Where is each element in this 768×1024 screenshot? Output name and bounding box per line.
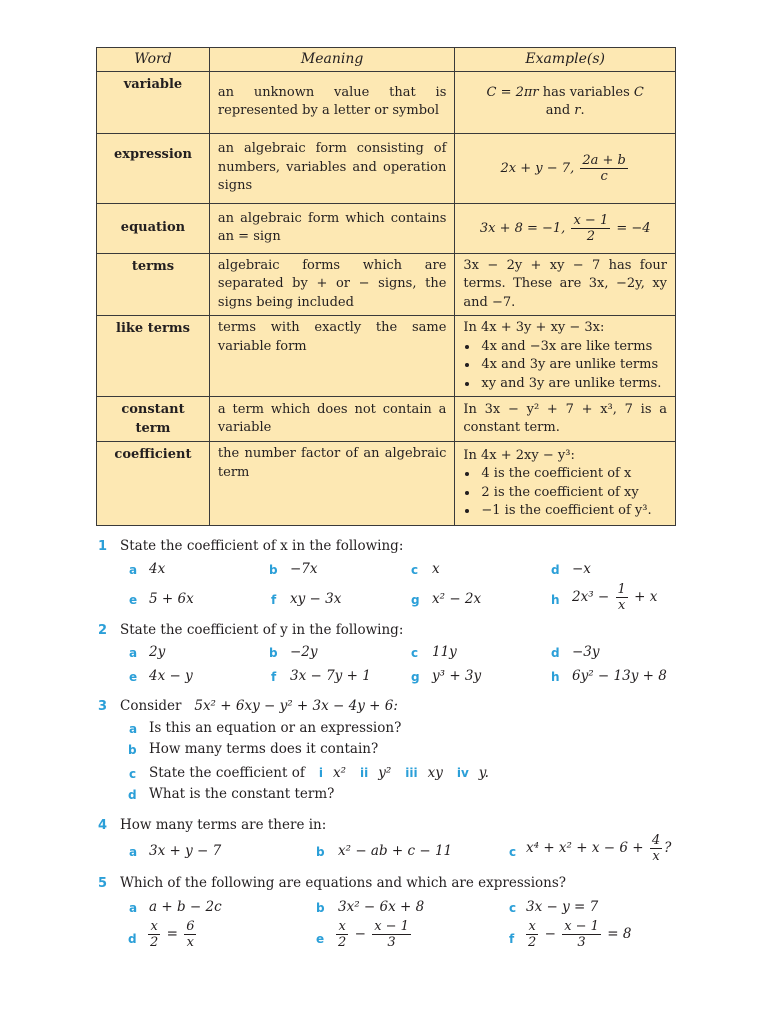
example-cell: 3x − 2y + xy − 7 has four terms. These are 3x, −2y, xy and −7. (455, 253, 676, 316)
question-number: 1 (98, 539, 108, 554)
table-row (97, 203, 676, 253)
list-item: • 2 is the coefficient of xy (479, 484, 667, 503)
part-label: f (509, 932, 515, 946)
part-text: $\frac{x}{2}$ − $\frac{x - 1}{3}$ (338, 919, 409, 950)
part-text: 5 + 6x (149, 591, 194, 607)
example-variable: C (633, 84, 644, 100)
part-text: 2x³ − $\frac{1}{x}$ + x (572, 582, 658, 613)
word-cell: constant term (97, 397, 210, 442)
meaning-cell: algebraic forms which are separated by + or − signs, the signs being included (209, 253, 454, 316)
part-label: c (411, 563, 419, 577)
part-text: 4x − y (149, 668, 193, 684)
part-text: −3y (572, 644, 600, 660)
vocabulary-table (96, 47, 676, 526)
table-row (97, 397, 676, 442)
part-label: c (129, 767, 137, 781)
meaning-cell: a term which does not contain a variable (209, 397, 454, 442)
part-label: d (128, 788, 137, 802)
question-text: State the coefficient of y in the following: (120, 622, 404, 638)
meaning-cell: the number factor of an algebraic term (209, 442, 454, 526)
part-label: c (411, 646, 419, 660)
header-meaning: Meaning (209, 48, 454, 72)
part-text: x⁴ + x² + x − 6 + $\frac{4}{x}$ ? (526, 833, 672, 864)
word-cell: expression (97, 133, 210, 203)
part-text: x (432, 561, 440, 577)
example-formula: 3x + 8 = −1, (479, 220, 566, 236)
question-text: Which of the following are equations and which are expressions? (120, 875, 567, 891)
part-label: a (129, 722, 138, 736)
part-label: a (129, 901, 138, 915)
meaning-cell: an algebraic form which contains an = sign (209, 203, 454, 253)
part-text: 3x − 7y + 1 (290, 668, 371, 684)
part-label: g (411, 593, 420, 607)
word-cell: variable (97, 71, 210, 133)
list-item: • 4x and 3y are unlike terms (479, 356, 667, 375)
example-cell (455, 316, 676, 397)
example-formula: 2x + y − 7, (500, 160, 575, 176)
fraction: $\frac{x - 1}{3}$ (374, 919, 409, 950)
part-label: e (316, 932, 325, 946)
example-cell (455, 203, 676, 253)
part-label: h (551, 593, 560, 607)
part-label: a (129, 646, 138, 660)
header-examples: Example(s) (455, 48, 676, 72)
part-label: d (128, 932, 137, 946)
part-label: e (129, 593, 138, 607)
table-row (97, 442, 676, 526)
part-label: b (128, 743, 137, 757)
part-text: y³ + 3y (432, 668, 482, 684)
part-text: $\frac{x}{2}$ − $\frac{x - 1}{3}$ = 8 (528, 919, 632, 950)
example-text: . (580, 103, 585, 118)
part-text: −x (572, 561, 591, 577)
part-label: c (509, 901, 517, 915)
example-text: has variables (538, 84, 634, 100)
part-text: 3x + y − 7 (149, 843, 222, 859)
part-text: 3x² − 6x + 8 (338, 899, 425, 915)
fraction: $\frac{1}{x}$ (617, 582, 626, 613)
part-text: −2y (290, 644, 318, 660)
part-label: b (269, 646, 278, 660)
part-text: −7x (290, 561, 318, 577)
question-number: 5 (98, 876, 108, 891)
part-label: h (551, 670, 560, 684)
part-label: e (129, 670, 138, 684)
list-item: • 4 is the coefficient of x (479, 465, 667, 484)
fraction: $\frac{x}{2}$ (150, 919, 159, 950)
part-text: 11y (432, 644, 457, 660)
table-row (97, 71, 676, 133)
meaning-cell: an algebraic form consisting of numbers, variables and operation signs (209, 133, 454, 203)
question-expression: 5x² + 6xy − y² + 3x − 4y + 6: (194, 698, 398, 714)
fraction: $\frac{4}{x}$ (651, 833, 661, 864)
word-cell: like terms (97, 316, 210, 397)
part-text: 4x (149, 561, 166, 577)
part-text: Is this an equation or an expression? (149, 720, 402, 736)
fraction: $\frac{x}{2}$ (528, 919, 537, 950)
question-text: How many terms are there in: (120, 817, 327, 833)
part-label: a (129, 845, 138, 859)
part-text: x² − 2x (432, 591, 482, 607)
part-label: f (271, 670, 277, 684)
example-fraction: $\frac{2a + b}{c}$ (582, 152, 626, 184)
question-number: 3 (98, 699, 108, 714)
part-text: State the coefficient of i x² ii y² iii xy iv y. (149, 765, 489, 781)
word-cell: coefficient (97, 442, 210, 526)
example-text: and (545, 103, 575, 118)
example-intro: In 4x + 3y + xy − 3x: (463, 320, 605, 335)
part-label: d (551, 563, 560, 577)
list-item: • xy and 3y are unlike terms. (479, 375, 667, 394)
header-word: Word (97, 48, 210, 72)
table-row (97, 133, 676, 203)
word-cell: equation (97, 203, 210, 253)
example-intro: In 4x + 2xy − y³: (463, 447, 575, 463)
example-cell (455, 442, 676, 526)
part-label: b (269, 563, 278, 577)
example-cell (455, 133, 676, 203)
part-label: f (271, 593, 277, 607)
word-cell: terms (97, 253, 210, 316)
part-text: $\frac{x}{2}$ = $\frac{6}{x}$ (150, 919, 195, 950)
part-label: g (411, 670, 420, 684)
part-text: a + b − 2c (149, 899, 222, 915)
fraction: $\frac{6}{x}$ (186, 919, 195, 950)
example-bullets (463, 338, 667, 394)
part-text: 2y (149, 644, 166, 660)
example-fraction: $\frac{x - 1}{2}$ (573, 212, 609, 244)
part-text: How many terms does it contain? (149, 741, 379, 757)
part-text: x² − ab + c − 11 (338, 843, 453, 859)
example-formula: = −4 (616, 220, 651, 236)
part-text: xy − 3x (290, 591, 342, 607)
example-variable: r (574, 103, 581, 118)
part-label: b (316, 901, 325, 915)
meaning-cell: an unknown value that is represented by a letter or symbol (209, 71, 454, 133)
part-label: b (316, 845, 325, 859)
table-row (97, 253, 676, 316)
part-label: d (551, 646, 560, 660)
meaning-cell: terms with exactly the same variable form (209, 316, 454, 397)
question-text: State the coefficient of x in the following: (120, 538, 404, 554)
example-cell: In 3x − y² + 7 + x³, 7 is a constant term. (455, 397, 676, 442)
part-text: What is the constant term? (149, 786, 335, 802)
example-formula: C = 2πr (486, 84, 539, 100)
part-text: 3x − y = 7 (526, 899, 599, 915)
list-item: • −1 is the coefficient of y³. (479, 502, 667, 521)
question-number: 4 (98, 818, 108, 833)
table-header-row (97, 48, 676, 72)
part-label: a (129, 563, 138, 577)
question-text: Consider 5x² + 6xy − y² + 3x − 4y + 6: (120, 698, 398, 714)
fraction: $\frac{x - 1}{3}$ (564, 919, 599, 950)
question-number: 2 (98, 623, 108, 638)
part-text: 6y² − 13y + 8 (572, 668, 667, 684)
part-label: c (509, 845, 517, 859)
example-bullets (463, 465, 667, 521)
list-item: • 4x and −3x are like terms (479, 338, 667, 357)
table-row (97, 316, 676, 397)
fraction: $\frac{x}{2}$ (338, 919, 347, 950)
example-cell (455, 71, 676, 133)
